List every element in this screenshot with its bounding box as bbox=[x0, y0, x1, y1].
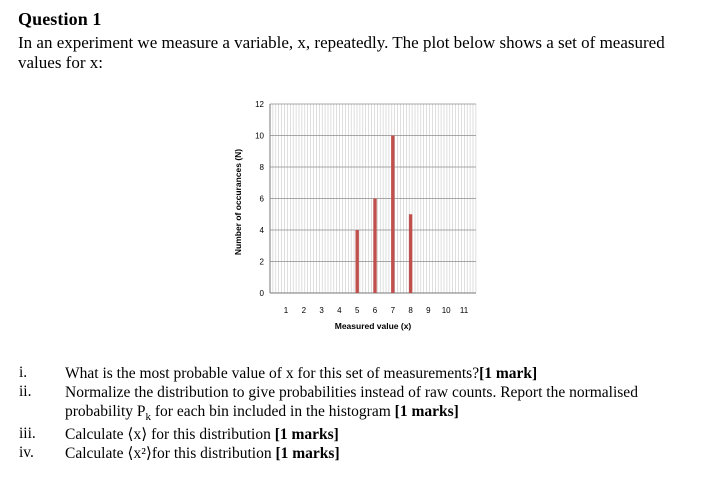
y-tick-label: 8 bbox=[259, 163, 264, 172]
question-marks: [1 mark] bbox=[479, 365, 538, 382]
question-text: Calculate ⟨x⟩ for this distribution [1 marks] bbox=[65, 426, 339, 443]
y-axis-title: Number of occurances (N) bbox=[233, 148, 243, 256]
y-tick-label: 10 bbox=[255, 131, 264, 141]
x-tick-label: 7 bbox=[390, 306, 396, 315]
x-axis-title: Measured value (x) bbox=[334, 321, 412, 331]
question-marks: [1 marks] bbox=[274, 426, 339, 443]
question-number: iv. bbox=[19, 444, 34, 461]
x-tick-label: 9 bbox=[426, 306, 431, 315]
x-tick-label: 1 bbox=[283, 306, 289, 315]
question-number: iii. bbox=[19, 425, 36, 442]
bar bbox=[356, 230, 359, 293]
histogram-svg bbox=[224, 94, 494, 338]
question-text: Normalize the distribution to give probabilities instead of raw counts. Report the normalised probability $P_k$ for each bin included in the histogram [1 marks] bbox=[65, 384, 638, 424]
x-tick-label: 3 bbox=[319, 306, 324, 315]
x-tick-label: 5 bbox=[354, 306, 360, 315]
x-tick-label: 6 bbox=[372, 306, 378, 315]
question-heading: Question 1 bbox=[18, 9, 102, 29]
question-intro: In an experiment we measure a variable, x, repeatedly. The plot below shows a set of measured values for x: bbox=[18, 33, 665, 72]
y-tick-label: 2 bbox=[259, 257, 264, 267]
y-tick-label: 0 bbox=[259, 289, 264, 298]
x-tick-label: 2 bbox=[301, 306, 307, 315]
question-text: Calculate ⟨x²⟩for this distribution [1 marks] bbox=[65, 445, 340, 462]
bar bbox=[391, 136, 394, 294]
histogram-chart bbox=[224, 94, 494, 338]
question-number: ii. bbox=[19, 383, 32, 400]
x-tick-label: 4 bbox=[337, 306, 342, 315]
question-marks: [1 marks] bbox=[394, 403, 459, 420]
question-marks: [1 marks] bbox=[275, 445, 340, 462]
bar bbox=[409, 214, 412, 293]
x-tick-label: 10 bbox=[441, 306, 451, 315]
bar bbox=[373, 199, 376, 294]
question-number: i. bbox=[19, 364, 28, 381]
y-tick-label: 12 bbox=[255, 100, 264, 109]
x-tick-label: 8 bbox=[408, 306, 413, 315]
x-tick-label: 11 bbox=[459, 306, 469, 315]
y-tick-label: 6 bbox=[259, 194, 264, 204]
question-text: What is the most probable value of x for this set of measurements?[1 mark] bbox=[65, 365, 538, 382]
y-tick-label: 4 bbox=[259, 226, 264, 235]
